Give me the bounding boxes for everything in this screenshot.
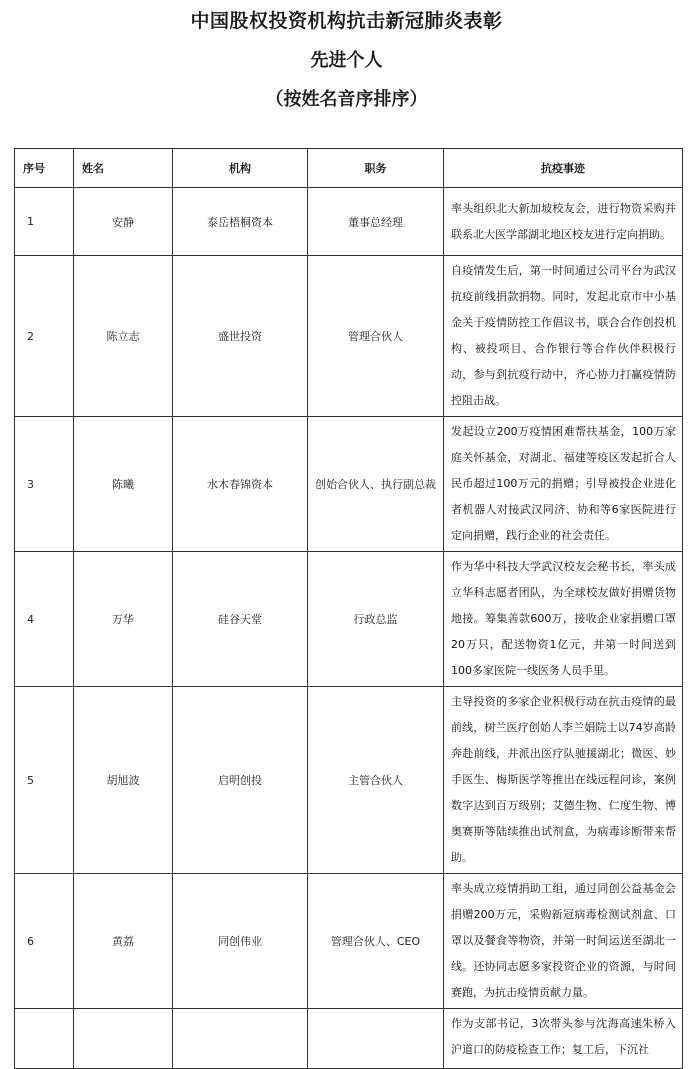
cell-deeds: 主导投资的多家企业积极行动在抗击疫情的最前线，树兰医疗创始人李兰娟院士以74岁高龄奔赴前线，并派出医疗队驰援湖北；微医、妙手医生、梅斯医学等推出在线远程问诊，案例数字达到百万级别；艾德生物、仁度生物、博奥赛斯等陆续推出试剂盒，为病毒诊断带来帮助。 [444, 687, 683, 874]
table-row [15, 417, 683, 552]
cell-no: 3 [15, 417, 74, 552]
table-row [15, 552, 683, 687]
cell-title: 管理合伙人、CEO [308, 874, 444, 1009]
cell-deeds: 自疫情发生后，第一时间通过公司平台为武汉抗疫前线捐款捐物。同时，发起北京市中小基金关于疫情防控工作倡议书，联合合作创投机构、被投项目、合作银行等合作伙伴积极行动，参与到抗疫行动中，齐心协力打赢疫情防控阻击战。 [444, 256, 683, 417]
cell-no [15, 1009, 74, 1069]
cell-org: 水木春锦资本 [173, 417, 308, 552]
sort-order-note: （按姓名音序排序） [265, 89, 428, 110]
cell-org: 盛世投资 [173, 256, 308, 417]
cell-deeds: 作为支部书记，3次带头参与沈海高速朱桥入沪道口的防疫检查工作；复工后，下沉社 [444, 1009, 683, 1069]
table-row [15, 874, 683, 1009]
cell-no: 6 [15, 874, 74, 1009]
header-org: 机构 [173, 149, 308, 188]
cell-org: 同创伟业 [173, 874, 308, 1009]
award-category: 先进个人 [310, 50, 383, 71]
awardees-table [14, 148, 683, 1069]
document-title: 中国股权投资机构抗击新冠肺炎表彰 [190, 10, 503, 32]
cell-no: 4 [15, 552, 74, 687]
cell-name [74, 1009, 173, 1069]
cell-no: 2 [15, 256, 74, 417]
cell-org: 泰岳梧桐资本 [173, 188, 308, 256]
cell-title: 董事总经理 [308, 188, 444, 256]
cell-org: 启明创投 [173, 687, 308, 874]
cell-deeds: 率头组织北大新加坡校友会，进行物资采购并联系北大医学部湖北地区校友进行定向捐助。 [444, 188, 683, 256]
cell-title: 管理合伙人 [308, 256, 444, 417]
cell-name: 万华 [74, 552, 173, 687]
header-no: 序号 [15, 149, 74, 188]
header-deeds: 抗疫事迹 [444, 149, 683, 188]
cell-name: 安静 [74, 188, 173, 256]
cell-no: 1 [15, 188, 74, 256]
cell-title: 行政总监 [308, 552, 444, 687]
cell-org [173, 1009, 308, 1069]
cell-title: 创始合伙人、执行副总裁 [308, 417, 444, 552]
cell-deeds: 发起设立200万疫情困难帮扶基金，100万家庭关怀基金，对湖北、福建等疫区发起折合人民币超过100万元的捐赠；引导被投企业进化者机器人对接武汉同济、协和等6家医院进行定向捐赠，践行企业的社会责任。 [444, 417, 683, 552]
table-row [15, 1009, 683, 1069]
cell-org: 硅谷天堂 [173, 552, 308, 687]
cell-name: 陈立志 [74, 256, 173, 417]
header-title: 职务 [308, 149, 444, 188]
cell-deeds: 作为华中科技大学武汉校友会秘书长，率头成立华科志愿者团队，为全球校友做好捐赠货物地接。筹集善款600万，接收企业家捐赠口罩20万只，配送物资1亿元，并第一时间送到100多家医院一线医务人员手里。 [444, 552, 683, 687]
table-row [15, 687, 683, 874]
table-header-row [15, 149, 683, 188]
table-row [15, 188, 683, 256]
cell-title [308, 1009, 444, 1069]
cell-no: 5 [15, 687, 74, 874]
cell-deeds: 率头成立疫情捐助工组，通过同创公益基金会捐赠200万元，采购新冠病毒检测试剂盒、口罩以及餐食等物资，并第一时间运送至湖北一线。还协同志愿多家投资企业的资源，与时间赛跑，为抗击疫情贡献力量。 [444, 874, 683, 1009]
cell-name: 胡旭波 [74, 687, 173, 874]
header-name: 姓名 [74, 149, 173, 188]
table-row [15, 256, 683, 417]
cell-title: 主管合伙人 [308, 687, 444, 874]
cell-name: 黄荔 [74, 874, 173, 1009]
cell-name: 陈曦 [74, 417, 173, 552]
